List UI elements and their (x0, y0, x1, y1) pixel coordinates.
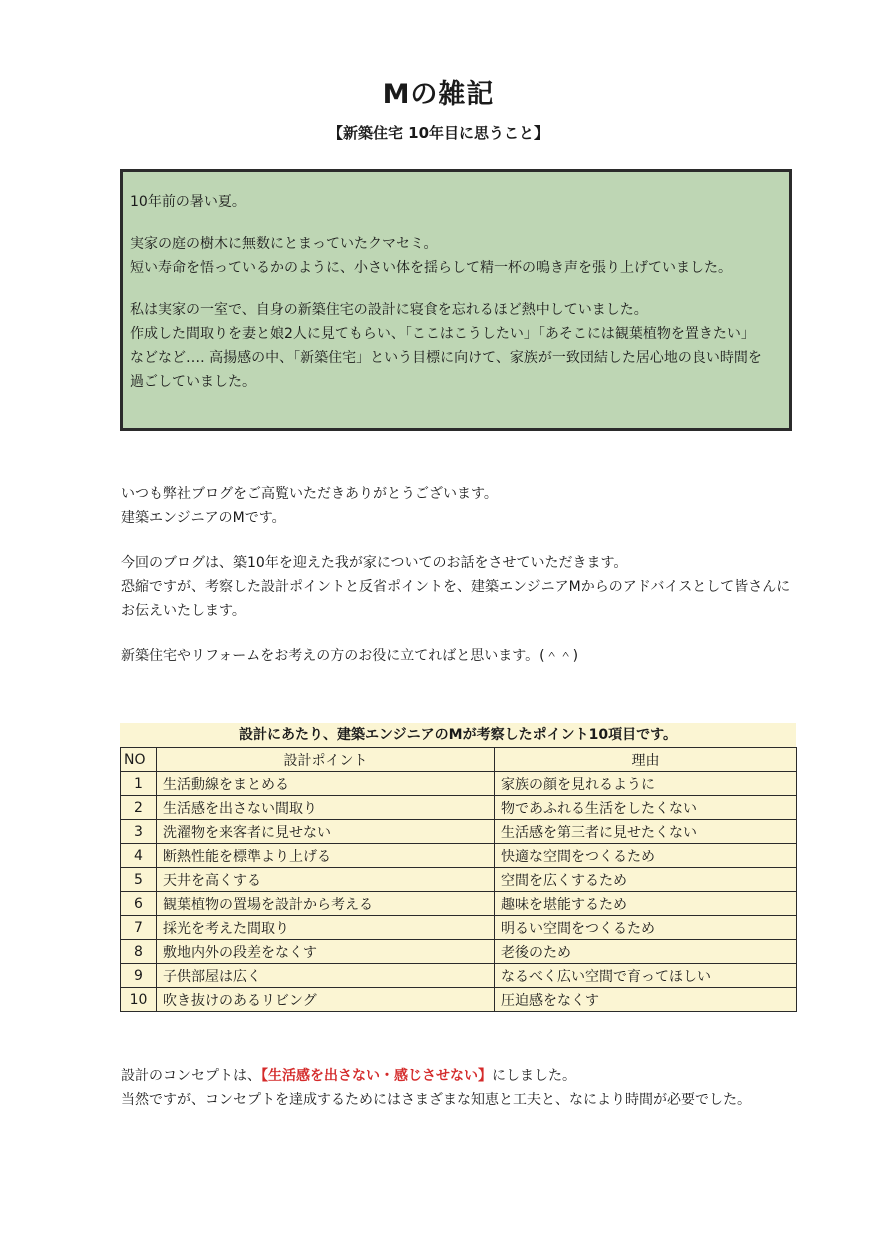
row-no: 7 (121, 916, 157, 940)
table-row (121, 796, 797, 820)
row-reason: 老後のため (495, 940, 797, 964)
concept-prefix: 設計のコンセプトは、 (121, 1068, 261, 1084)
story-line: 作成した間取りを妻と娘2人に見てもらい、「ここはこうしたい」「あそこには観葉植物を置きたい」 (130, 326, 755, 342)
row-point: 敷地内外の段差をなくす (157, 940, 495, 964)
concept-highlight: 【生活感を出さない・感じさせない】 (261, 1068, 492, 1084)
story-box (120, 169, 792, 431)
row-no: 9 (121, 964, 157, 988)
table-row (121, 940, 797, 964)
row-point: 吹き抜けのあるリビング (157, 988, 495, 1012)
conclusion-line (121, 1064, 841, 1088)
row-point: 生活感を出さない間取り (157, 796, 495, 820)
table-caption: 設計にあたり、建築エンジニアのMが考察したポイント10項目です。 (120, 723, 796, 747)
table-row (121, 892, 797, 916)
row-reason: 生活感を第三者に見せたくない (495, 820, 797, 844)
row-no: 10 (121, 988, 157, 1012)
intro-line: 今回のブログは、築10年を迎えた我が家についてのお話をさせていただきます。 (121, 555, 628, 571)
row-reason: 空間を広くするため (495, 868, 797, 892)
row-reason: 趣味を堪能するため (495, 892, 797, 916)
design-points-table (120, 747, 797, 1012)
page-title: Mの雑記 (382, 79, 495, 110)
intro-text (121, 482, 821, 668)
table-header-row (121, 748, 797, 772)
row-no: 3 (121, 820, 157, 844)
story-line: 私は実家の一室で、自身の新築住宅の設計に寝食を忘れるほど熱中していました。 (130, 302, 648, 318)
row-reason: 圧迫感をなくす (495, 988, 797, 1012)
row-point: 生活動線をまとめる (157, 772, 495, 796)
header-reason: 理由 (495, 748, 797, 772)
header-point: 設計ポイント (157, 748, 495, 772)
row-no: 5 (121, 868, 157, 892)
story-line: 短い寿命を悟っているかのように、小さい体を揺らして精一杯の鳴き声を張り上げていました。 (130, 260, 732, 276)
concept-suffix: にしました。 (492, 1068, 576, 1084)
conclusion-line: 当然ですが、コンセプトを達成するためにはさまざまな知恵と工夫と、なにより時間が必要でした。 (121, 1092, 751, 1108)
story-line: などなど‥‥ 高揚感の中、「新築住宅」という目標に向けて、家族が一致団結した居心地の良い時間を (130, 350, 762, 366)
header-no: NO (121, 748, 157, 772)
row-point: 子供部屋は広く (157, 964, 495, 988)
row-point: 採光を考えた間取り (157, 916, 495, 940)
row-reason: 明るい空間をつくるため (495, 916, 797, 940)
table-row (121, 820, 797, 844)
row-reason: なるべく広い空間で育ってほしい (495, 964, 797, 988)
table-row (121, 988, 797, 1012)
table-row (121, 868, 797, 892)
intro-line: いつも弊社ブログをご高覧いただきありがとうございます。 (121, 486, 498, 502)
table-row (121, 916, 797, 940)
row-no: 6 (121, 892, 157, 916)
table-row (121, 772, 797, 796)
row-point: 観葉植物の置場を設計から考える (157, 892, 495, 916)
row-no: 2 (121, 796, 157, 820)
row-point: 断熱性能を標準より上げる (157, 844, 495, 868)
row-no: 4 (121, 844, 157, 868)
story-line: 10年前の暑い夏。 (130, 194, 246, 210)
row-no: 1 (121, 772, 157, 796)
intro-line: お伝えいたします。 (121, 603, 246, 619)
intro-line: 恐縮ですが、考察した設計ポイントと反省ポイントを、建築エンジニアMからのアドバイスとして皆さんに (121, 579, 791, 595)
intro-line: 新築住宅やリフォームをお考えの方のお役に立てればと思います。(＾＾) (121, 648, 579, 664)
page-subtitle: 【新築住宅 10年目に思うこと】 (327, 124, 550, 142)
row-reason: 物であふれる生活をしたくない (495, 796, 797, 820)
row-point: 洗濯物を来客者に見せない (157, 820, 495, 844)
table-row (121, 844, 797, 868)
intro-line: 建築エンジニアのMです。 (121, 510, 286, 526)
conclusion-text (121, 1064, 841, 1112)
table-row (121, 964, 797, 988)
row-no: 8 (121, 940, 157, 964)
story-line: 実家の庭の樹木に無数にとまっていたクマセミ。 (130, 236, 438, 252)
story-line: 過ごしていました。 (130, 374, 256, 390)
row-point: 天井を高くする (157, 868, 495, 892)
row-reason: 家族の顔を見れるように (495, 772, 797, 796)
row-reason: 快適な空間をつくるため (495, 844, 797, 868)
